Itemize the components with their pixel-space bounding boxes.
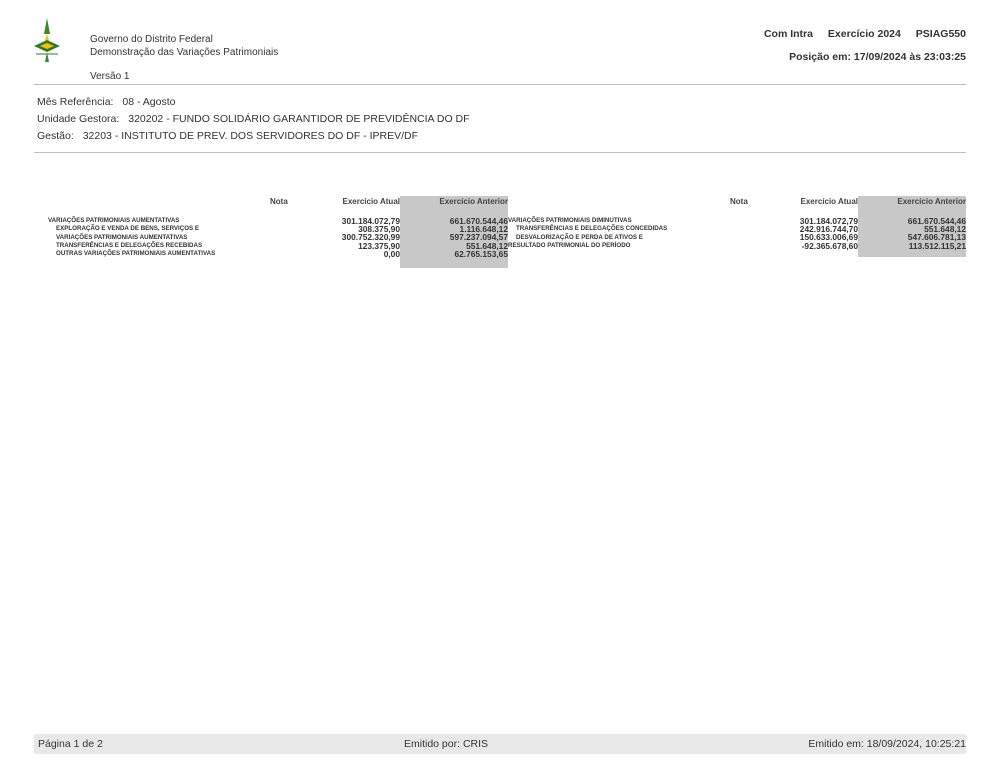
- table-cell-value: 123.375,90: [358, 240, 400, 251]
- page-number: Página 1 de 2: [38, 738, 103, 750]
- flag-exercicio: Exercício 2024: [827, 28, 901, 40]
- month-label: Mês Referência:: [37, 96, 114, 108]
- table-cell-value: 597.237.094,57: [449, 232, 508, 243]
- table-cell-value: 150.633.006,69: [799, 232, 858, 243]
- table-cell-value: -92.365.678,60: [801, 240, 858, 251]
- right-nota-heading: Nota: [730, 197, 748, 206]
- table-row-label: TRANSFERÊNCIAS E DELEGAÇÕES RECEBIDAS: [56, 241, 203, 249]
- right-atual-column: [758, 217, 858, 250]
- table-row-label: DESVALORIZAÇÃO E PERDA DE ATIVOS E: [516, 233, 643, 241]
- table-row-label: VARIAÇÕES PATRIMONIAIS DIMINUTIVAS: [508, 217, 632, 224]
- left-nota-heading: Nota: [270, 197, 288, 206]
- table-row-label: RESULTADO PATRIMONIAL DO PERÍODO: [508, 241, 631, 249]
- table-cell-value: 308.375,90: [358, 224, 400, 235]
- info-month: [37, 96, 176, 108]
- table-cell-value: 551.648,12: [924, 224, 966, 235]
- unit-label: Unidade Gestora:: [37, 113, 120, 125]
- gestao-value: 32203 - INSTITUTO DE PREV. DOS SERVIDORES DO DF - IPREV/DF: [82, 130, 419, 142]
- table-cell-value: 661.670.544,46: [449, 216, 508, 226]
- table-cell-value: 0,00: [383, 248, 400, 259]
- report-version: Versão 1: [90, 71, 130, 82]
- page-footer: [34, 734, 966, 754]
- position-timestamp: Posição em: 17/09/2024 às 23:03:25: [789, 51, 966, 63]
- header-meta: [752, 28, 966, 64]
- info-unit: [37, 113, 470, 125]
- left-anterior-heading: Exercício Anterior: [439, 197, 508, 206]
- table-cell-value: 242.916.744,70: [799, 224, 858, 235]
- table-row-label: VARIAÇÕES PATRIMONIAIS AUMENTATIVAS: [56, 233, 188, 241]
- left-atual-heading: Exercício Atual: [342, 197, 400, 206]
- gdf-logo-icon: [34, 18, 60, 62]
- left-atual-column: [300, 217, 400, 258]
- info-gestao: [37, 130, 418, 142]
- flag-intra: Com Intra: [763, 28, 813, 40]
- table-cell-value: 1.116.648,12: [459, 224, 508, 235]
- right-anterior-column: [858, 217, 966, 250]
- emitted-at: Emitido em: 18/09/2024, 10:25:21: [808, 738, 966, 750]
- org-name: Governo do Distrito Federal: [90, 34, 213, 45]
- month-value: 08 - Agosto: [122, 96, 176, 108]
- table-cell-value: 62.765.153,65: [454, 248, 508, 259]
- header-org-block: [90, 33, 278, 59]
- table-row-label: TRANSFERÊNCIAS E DELEGAÇÕES CONCEDIDAS: [516, 225, 668, 233]
- table-row-label: EXPLORAÇÃO E VENDA DE BENS, SERVIÇOS E: [56, 225, 200, 233]
- table-cell-value: 113.512.115,21: [908, 240, 966, 251]
- left-anterior-column: [400, 217, 508, 258]
- table-cell-value: 661.670.544,46: [907, 216, 966, 226]
- right-anterior-heading: Exercício Anterior: [897, 197, 966, 206]
- info-divider: [34, 152, 966, 153]
- report-title: Demonstração das Variações Patrimoniais: [90, 47, 279, 58]
- unit-value: 320202 - FUNDO SOLIDÁRIO GARANTIDOR DE PREVIDÊNCIA DO DF: [128, 113, 470, 125]
- header-divider: [34, 84, 966, 85]
- table-cell-value: 301.184.072,79: [341, 216, 400, 226]
- table-row-label: VARIAÇÕES PATRIMONIAIS AUMENTATIVAS: [48, 217, 180, 224]
- table-cell-value: 301.184.072,79: [799, 216, 858, 226]
- table-row-label: OUTRAS VARIAÇÕES PATRIMONIAIS AUMENTATIVAS: [56, 250, 216, 258]
- right-labels: [508, 217, 667, 250]
- left-labels: [48, 217, 215, 258]
- flag-report-code: PSIAG550: [915, 28, 966, 40]
- emitted-by: Emitido por: CRIS: [404, 738, 489, 750]
- table-cell-value: 300.752.320,99: [341, 232, 400, 243]
- table-cell-value: 547.606.781,13: [907, 232, 966, 243]
- gestao-label: Gestão:: [37, 130, 74, 142]
- table-cell-value: 551.648,12: [466, 240, 508, 251]
- right-atual-heading: Exercício Atual: [800, 197, 858, 206]
